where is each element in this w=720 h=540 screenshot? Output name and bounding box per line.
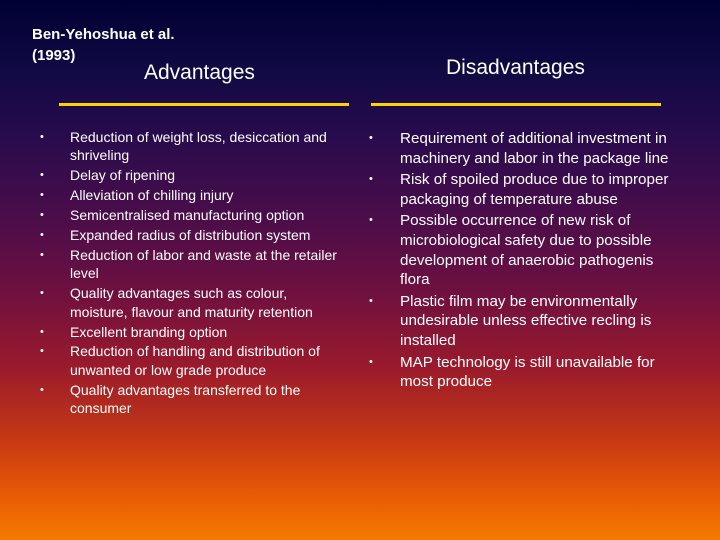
list-item-text: Quality advantages transferred to the consumer xyxy=(70,381,301,417)
list-item xyxy=(40,246,345,283)
bullet-icon: • xyxy=(369,214,373,227)
list-item xyxy=(40,342,345,379)
bullet-icon: • xyxy=(40,209,44,222)
list-item xyxy=(369,353,684,392)
list-item xyxy=(40,323,345,341)
list-item-text: Reduction of handling and distribution of unwanted or low grade produce xyxy=(70,343,320,378)
bullet-icon: • xyxy=(40,383,44,396)
list-item xyxy=(40,166,345,184)
bullet-icon: • xyxy=(369,294,373,307)
list-item-text: Expanded radius of distribution system xyxy=(70,227,311,244)
bullet-icon: • xyxy=(369,132,373,144)
list-item-text: Reduction of labor and waste at the retailer level xyxy=(70,246,337,282)
list-item-text: Excellent branding option xyxy=(70,323,228,340)
list-item-text: Delay of ripening xyxy=(70,167,176,184)
bullet-icon: • xyxy=(40,248,44,261)
list-item xyxy=(369,170,684,209)
disadvantages-heading: Disadvantages xyxy=(446,56,585,79)
bullet-icon: • xyxy=(40,345,44,358)
list-item-text: MAP technology is still unavailable for most produce xyxy=(400,353,655,391)
advantages-divider xyxy=(59,103,349,106)
bullet-icon: • xyxy=(40,189,44,202)
bullet-icon: • xyxy=(369,173,373,186)
list-item xyxy=(40,284,345,321)
list-item-text: Semicentralised manufacturing option xyxy=(70,207,305,224)
list-item-text: Possible occurrence of new risk of microbiological safety due to possible development of anaerobic pathogenis flora xyxy=(400,212,654,289)
list-item xyxy=(40,381,345,418)
list-item-text: Requirement of additional investment in machinery and labor in the package line xyxy=(400,130,669,167)
list-item-text: Quality advantages such as colour, moisture, flavour and maturity retention xyxy=(70,285,313,320)
bullet-icon: • xyxy=(40,287,44,300)
list-item-text: Reduction of weight loss, desiccation and shriveling xyxy=(70,129,327,164)
list-item xyxy=(369,129,684,168)
list-item xyxy=(369,292,684,351)
list-item xyxy=(369,211,684,289)
bullet-icon: • xyxy=(40,325,44,338)
bullet-icon: • xyxy=(40,229,44,242)
disadvantages-list xyxy=(369,129,684,394)
disadvantages-divider xyxy=(371,103,661,106)
advantages-heading: Advantages xyxy=(144,61,255,84)
list-item xyxy=(40,128,345,165)
bullet-icon: • xyxy=(369,355,373,368)
list-item-text: Plastic film may be environmentally undesirable unless effective recling is installed xyxy=(400,292,652,349)
list-item xyxy=(40,206,345,224)
bullet-icon: • xyxy=(40,169,44,182)
list-item-text: Risk of spoiled produce due to improper packaging of temperature abuse xyxy=(400,171,669,208)
list-item-text: Alleviation of chilling injury xyxy=(70,187,234,204)
list-item xyxy=(40,186,345,204)
list-item xyxy=(40,226,345,244)
citation: Ben-Yehoshua et al. (1993) xyxy=(32,26,175,64)
bullet-icon: • xyxy=(40,131,44,143)
advantages-list xyxy=(40,128,345,419)
